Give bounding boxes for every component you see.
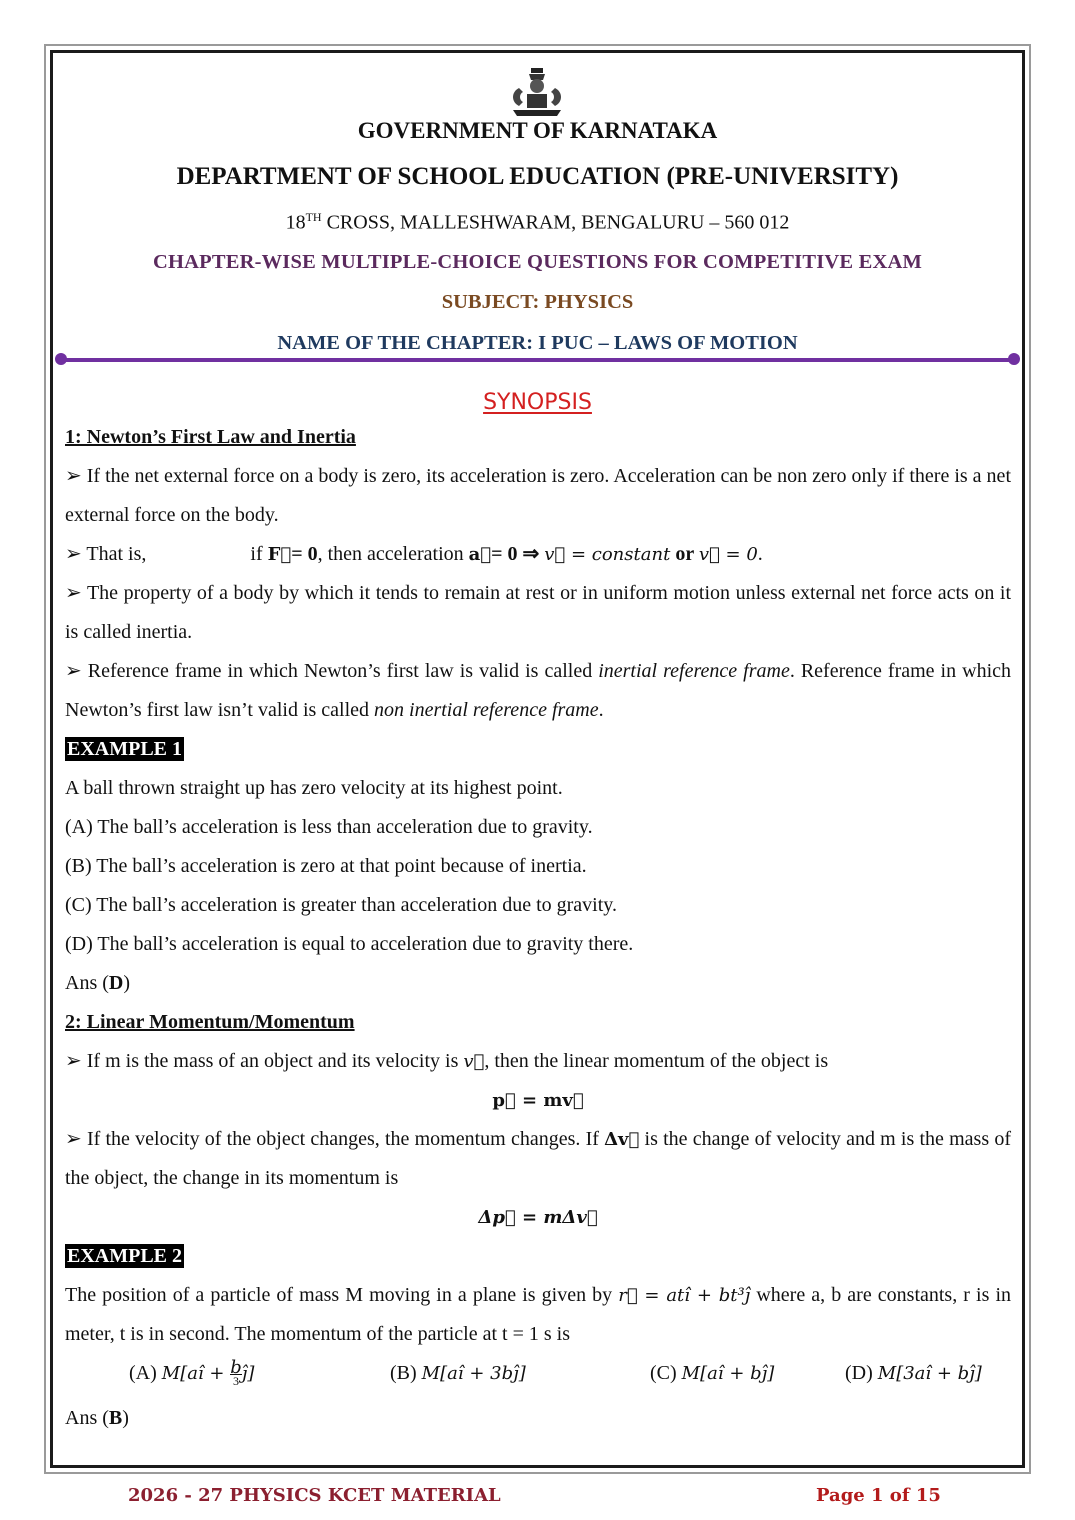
content-body xyxy=(65,418,1011,1438)
example-2-label-row xyxy=(65,1237,1011,1276)
example-2-option-c: (C) M[aî + bĵ] xyxy=(650,1362,775,1384)
momentum-formula: p⃗ = mv⃗ xyxy=(492,1090,584,1111)
chapter-line: NAME OF THE CHAPTER: I PUC – LAWS OF MOTION xyxy=(277,332,798,354)
divider-dot-left xyxy=(55,353,67,365)
example-1-option-d: (D) The ball’s acceleration is equal to acceleration due to gravity there. xyxy=(65,933,634,955)
divider-dot-right xyxy=(1008,353,1020,365)
section-heading: 1: Newton’s First Law and Inertia xyxy=(65,426,356,448)
example-2-options xyxy=(65,1354,1011,1399)
example-2-question: The position of a particle of mass M moving in a plane is given by r⃗ = atî + bt³ĵ where a, b are constants, r is in meter, t is in second. The momentum of the particle at t = 1 s is xyxy=(65,1284,1011,1345)
subject-line: SUBJECT: PHYSICS xyxy=(441,291,634,313)
fraction-b-over-3: $\frac{b}{3}$ xyxy=(230,1356,242,1388)
example-2-answer: Ans (B) xyxy=(65,1407,129,1429)
bullet-inertia: ➢ The property of a body by which it tends to remain at rest or in uniform motion unless external net force acts on it is called inertia. xyxy=(65,582,1011,643)
synopsis-title: SYNOPSIS xyxy=(483,390,592,415)
momentum-change-formula: Δp⃗ = mΔv⃗ xyxy=(478,1207,598,1228)
example-1-label-row xyxy=(65,730,1011,769)
example-1-option-a: (A) The ball’s acceleration is less than acceleration due to gravity. xyxy=(65,816,593,838)
example-2-option-d: (D) M[3aî + bĵ] xyxy=(845,1362,982,1384)
bullet-momentum-def: ➢ If m is the mass of an object and its velocity is v⃗, then the linear momentum of the object is xyxy=(65,1050,829,1072)
example-1-option-c: (C) The ball’s acceleration is greater than acceleration due to gravity. xyxy=(65,894,617,916)
department-heading: DEPARTMENT OF SCHOOL EDUCATION (PRE-UNIVERSITY) xyxy=(176,163,899,190)
address-line: 18TH CROSS, MALLESHWARAM, BENGALURU – 560 012 xyxy=(285,210,790,234)
example-2-option-a: (A) M[aî + $\frac{b}{3}$ ĵ] xyxy=(129,1356,255,1388)
section-heading: 2: Linear Momentum/Momentum xyxy=(65,1011,355,1033)
bullet-reference-frame: ➢ Reference frame in which Newton’s first law is valid is called inertial reference frame. Reference frame in which Newton’s first law isn’t valid is called non inertial reference frame. xyxy=(65,660,1011,721)
example-2-option-b: (B) M[aî + 3bĵ] xyxy=(390,1362,526,1384)
bullet-that-is: ➢ That is, if F⃗= 0, then acceleration a⃗= 0 ⇒ v⃗ = constant or v⃗ = 0. xyxy=(65,543,763,565)
footer-material-title: 2026 - 27 PHYSICS KCET MATERIAL xyxy=(128,1485,501,1506)
mcq-title: CHAPTER-WISE MULTIPLE-CHOICE QUESTIONS FOR COMPETITIVE EXAM xyxy=(152,251,923,273)
footer-page-number: Page 1 of 15 xyxy=(816,1485,941,1506)
example-label: EXAMPLE 1 xyxy=(67,738,182,760)
bullet-first-law: ➢ If the net external force on a body is zero, its acceleration is zero. Acceleration can be non zero only if there is a net external force on the body. xyxy=(65,465,1011,526)
example-1-question: A ball thrown straight up has zero velocity at its highest point. xyxy=(65,777,563,799)
example-1-answer: Ans (D) xyxy=(65,972,131,994)
example-1-option-b: (B) The ball’s acceleration is zero at that point because of inertia. xyxy=(65,855,587,877)
example-label: EXAMPLE 2 xyxy=(67,1245,182,1267)
header-divider xyxy=(60,358,1015,362)
government-heading: GOVERNMENT OF KARNATAKA xyxy=(357,118,718,143)
bullet-momentum-change: ➢ If the velocity of the object changes, the momentum changes. If Δv⃗ is the change of velocity and m is the mass of the object, the change in its momentum is xyxy=(65,1128,1011,1189)
karnataka-emblem-icon xyxy=(505,66,569,120)
